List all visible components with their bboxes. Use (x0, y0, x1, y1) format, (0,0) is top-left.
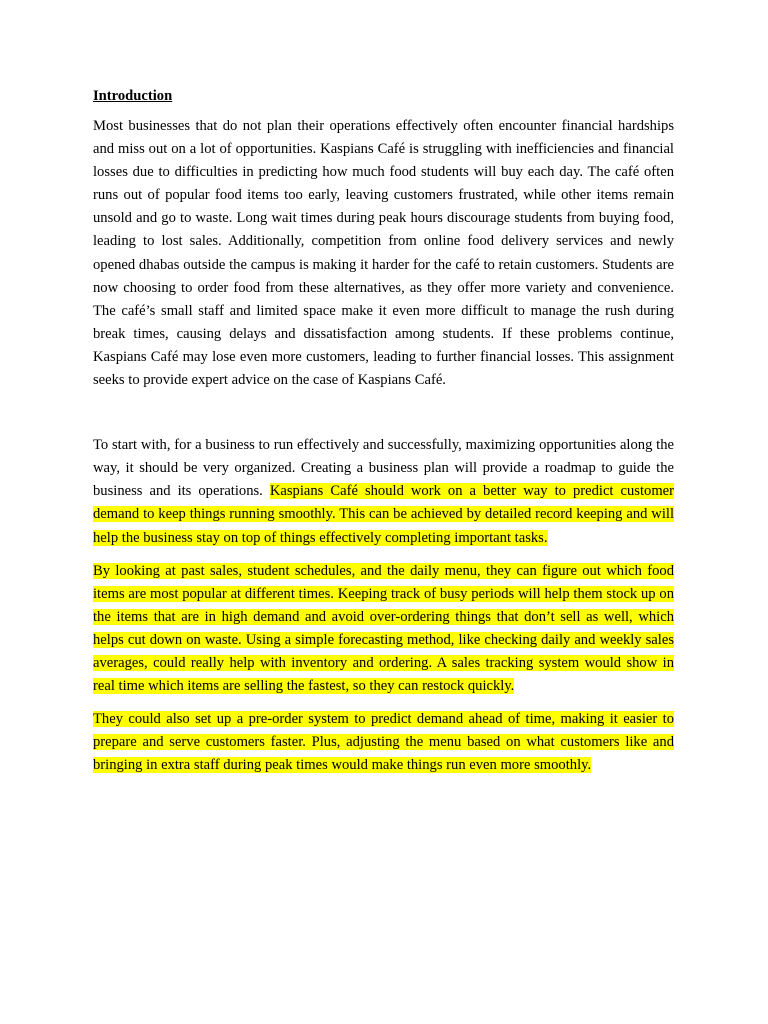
highlighted-text: Kaspians Café should work on a better way to predict customer demand to keep things running smoothly. This can be achieved by detailed record keeping and will help the business stay on top of things effectively completing important tasks. (93, 483, 675, 546)
highlighted-text: They could also set up a pre-order system to predict demand ahead of time, making it easier to prepare and serve customers faster. Plus, adjusting the menu based on what customers like and bringing in extra staff during peak times would make things run even more smoothly. (93, 711, 674, 774)
document-page (93, 86, 674, 777)
paragraph-forecasting (93, 560, 674, 699)
paragraph-business-plan (93, 434, 674, 549)
paragraph-text: Most businesses that do not plan their operations effectively often encounter financial hardships and miss out on a lot of opportunities. Kaspians Café is struggling with inefficiencies and financial losses due to difficulties in predicting how much food students will buy each day. The café often runs out of popular food items too early, leaving customers frustrated, while other items remain unsold and go to waste. Long wait times during peak hours discourage students from buying food, leading to lost sales. Additionally, competition from online food delivery services and newly opened dhabas outside the campus is making it harder for the café to retain customers. Students are now choosing to order food from these alternatives, as they offer more variety and convenience. The café’s small staff and limited space make it even more difficult to manage the rush during break times, causing delays and dissatisfaction among students. If these problems continue, Kaspians Café may lose even more customers, leading to further financial losses. This assignment seeks to provide expert advice on the case of Kaspians Café. (93, 118, 674, 389)
section-heading: Introduction (93, 88, 173, 104)
paragraph-pre-order (93, 708, 674, 777)
highlighted-text: By looking at past sales, student schedules, and the daily menu, they can figure out which food items are most popular at different times. Keeping track of busy periods will help them stock up on the items that are in high demand and avoid over-ordering things that don’t sell as well, which helps cut down on waste. Using a simple forecasting method, like checking daily and weekly sales averages, could really help with inventory and ordering. A sales tracking system would show in real time which items are selling the fastest, so they can restock quickly. (93, 562, 674, 695)
paragraph-text: To start with, for a business to run effectively and successfully, maximizing opportunities along the way, it should be very organized. Creating a business plan will provide a roadmap to guide the business and its operations. (93, 437, 674, 500)
paragraph-introduction (93, 115, 674, 392)
